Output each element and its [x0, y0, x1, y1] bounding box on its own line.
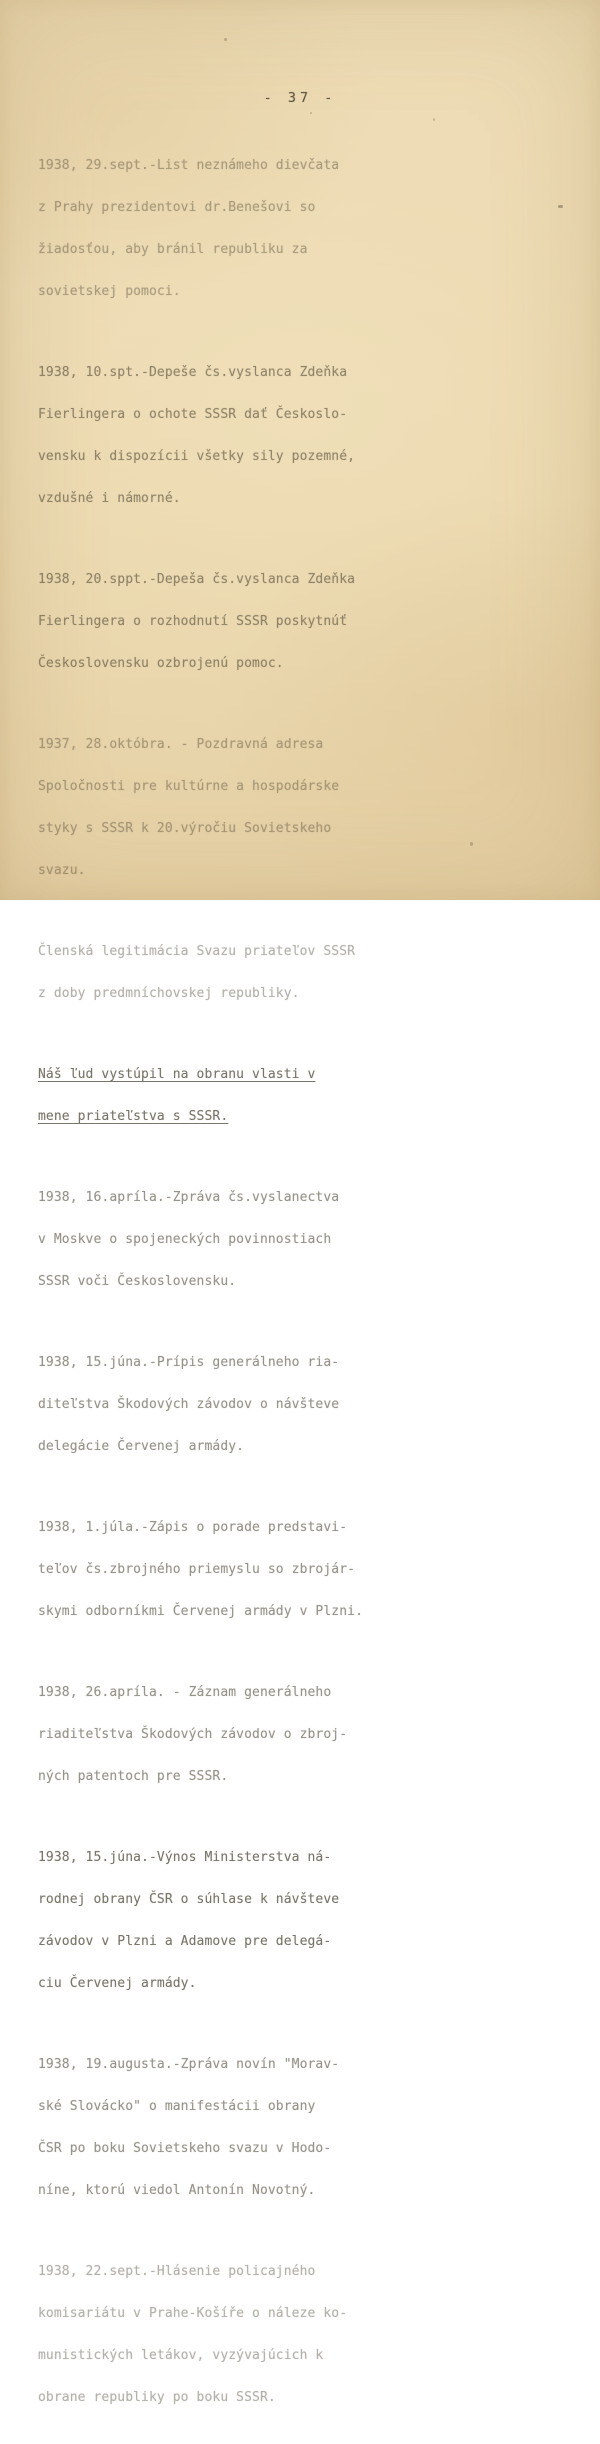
entry-line: 1938, 19.augusta.-Zpráva novín "Morav- — [38, 2057, 340, 2072]
entry-line: 1938, 22.sept.-Hlásenie policajného — [38, 2264, 316, 2279]
document-text-column — [38, 131, 478, 2444]
entry-paragraph-1938-15-juna-pripis — [38, 1328, 478, 1482]
paper-speck — [558, 205, 563, 208]
entry-line: sovietskej pomoci. — [38, 284, 181, 299]
entry-paragraph-1938-16-aprila — [38, 1163, 478, 1317]
entry-line: riaditeľstva Škodových závodov o zbroj- — [38, 1727, 348, 1742]
entry-line: munistických letákov, vyzývajúcich k — [38, 2348, 324, 2363]
entry-line: z doby predmníchovskej republiky. — [38, 986, 300, 1001]
entry-line: 1938, 15.júna.-Prípis generálneho ria- — [38, 1355, 340, 1370]
page-number: - 37 - — [263, 90, 337, 106]
entry-paragraph-1938-29-sept — [38, 131, 478, 327]
entry-line: z Prahy prezidentovi dr.Benešovi so — [38, 200, 316, 215]
entry-line: Spoločnosti pre kultúrne a hospodárske — [38, 779, 340, 794]
entry-paragraph-1937-28-oktobra — [38, 710, 478, 906]
entry-line: obrane republiky po boku SSSR. — [38, 2390, 276, 2405]
entry-line: skymi odborníkmi Červenej armády v Plzni. — [38, 1604, 363, 1619]
section-heading-line: Náš ľud vystúpil na obranu vlasti v — [38, 1067, 316, 1082]
entry-line: níne, ktorú viedol Antonín Novotný. — [38, 2183, 316, 2198]
entry-paragraph-1938-22-sept — [38, 2237, 478, 2433]
entry-line: komisariátu v Prahe-Košíře o náleze ko- — [38, 2306, 348, 2321]
entry-line: ské Slovácko" o manifestácii obrany — [38, 2099, 316, 2114]
paper-speck — [310, 112, 312, 114]
entry-paragraph-1938-15-juna-vynos — [38, 1823, 478, 2019]
entry-line: ČSR po boku Sovietskeho svazu v Hodo- — [38, 2141, 332, 2156]
entry-line: ných patentoch pre SSSR. — [38, 1769, 229, 1784]
entry-line: 1938, 20.sppt.-Depeša čs.vyslanca Zdeňka — [38, 572, 356, 587]
entry-line: svazu. — [38, 863, 86, 878]
paper-speck — [433, 118, 435, 121]
entry-line: Fierlingera o ochote SSSR dať Českoslo- — [38, 407, 348, 422]
entry-line: závodov v Plzni a Adamove pre delegá- — [38, 1934, 332, 1949]
entry-line: styky s SSSR k 20.výročiu Sovietskeho — [38, 821, 332, 836]
entry-line: diteľstva Škodových závodov o návšteve — [38, 1397, 340, 1412]
entry-paragraph-1938-19-augusta — [38, 2030, 478, 2226]
entry-line: vensku k dispozícii všetky sily pozemné, — [38, 449, 356, 464]
entry-line: Československu ozbrojenú pomoc. — [38, 656, 284, 671]
entry-paragraph-1938-20-sept — [38, 545, 478, 699]
entry-paragraph-clenska-legitimacia — [38, 917, 478, 1029]
entry-line: 1938, 1.júla.-Zápis o porade predstavi- — [38, 1520, 348, 1535]
entry-line: ciu Červenej armády. — [38, 1976, 197, 1991]
entry-line: 1938, 29.sept.-List neznámeho dievčata — [38, 158, 340, 173]
entry-paragraph-1938-1-jula — [38, 1493, 478, 1647]
entry-line: 1938, 15.júna.-Výnos Ministerstva ná- — [38, 1850, 332, 1865]
section-heading — [38, 1040, 478, 1152]
entry-line: 1937, 28.októbra. - Pozdravná adresa — [38, 737, 324, 752]
entry-line: 1938, 16.apríla.-Zpráva čs.vyslanectva — [38, 1190, 340, 1205]
entry-line: vzdušné i námorné. — [38, 491, 181, 506]
entry-line: Fierlingera o rozhodnutí SSSR poskytnúť — [38, 614, 348, 629]
entry-paragraph-1938-10-spt — [38, 338, 478, 534]
section-heading-line: mene priateľstva s SSSR. — [38, 1109, 229, 1124]
entry-line: teľov čs.zbrojného priemyslu so zbrojár- — [38, 1562, 356, 1577]
entry-line: v Moskve o spojeneckých povinnostiach — [38, 1232, 332, 1247]
entry-paragraph-1938-26-aprila — [38, 1658, 478, 1812]
entry-line: SSSR voči Československu. — [38, 1274, 237, 1289]
entry-line: žiadosťou, aby bránil republiku za — [38, 242, 308, 257]
entry-line: 1938, 26.apríla. - Záznam generálneho — [38, 1685, 332, 1700]
paper-speck — [224, 38, 227, 41]
entry-line: rodnej obrany ČSR o súhlase k návšteve — [38, 1892, 340, 1907]
entry-line: 1938, 10.spt.-Depeše čs.vyslanca Zdeňka — [38, 365, 348, 380]
entry-line: Členská legitimácia Svazu priateľov SSSR — [38, 944, 356, 959]
entry-line: delegácie Červenej armády. — [38, 1439, 245, 1454]
